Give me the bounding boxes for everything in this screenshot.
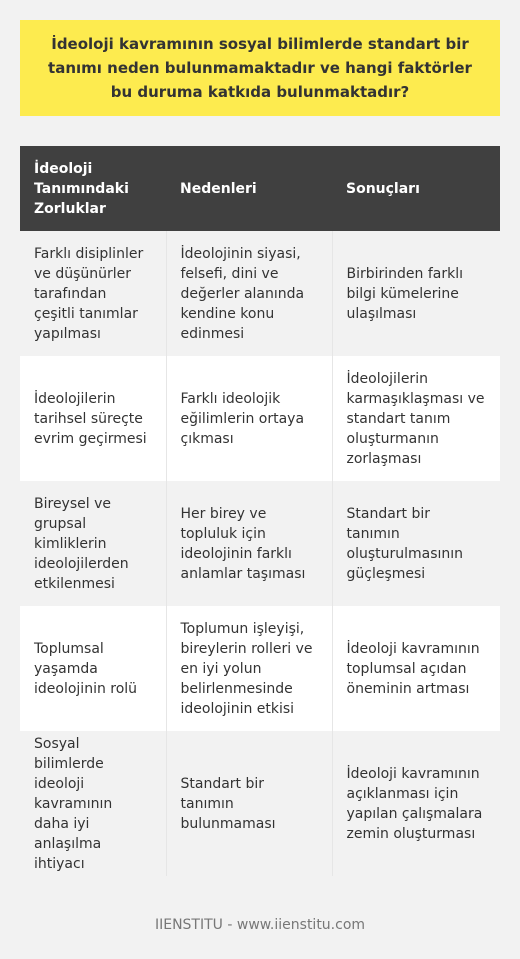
table-cell: İdeoloji kavramının açıklanması için yapılan çalışmalara zemin oluşturması	[332, 731, 500, 876]
table-cell: Toplumun işleyişi, bireylerin rolleri ve en iyi yolun belirlenmesinde ideolojinin etkisi	[166, 606, 332, 731]
table-cell: İdeoloji kavramının toplumsal açıdan öneminin artması	[332, 606, 500, 731]
table-cell: İdeolojinin siyasi, felsefi, dini ve değerler alanında kendine konu edinmesi	[166, 231, 332, 356]
table-cell: Her birey ve topluluk için ideolojinin farklı anlamlar taşıması	[166, 481, 332, 606]
table-cell: İdeolojilerin tarihsel süreçte evrim geçirmesi	[20, 356, 166, 481]
column-header-results: Sonuçları	[332, 146, 500, 231]
column-header-difficulties: İdeoloji Tanımındaki Zorluklar	[20, 146, 166, 231]
table-row	[20, 481, 500, 606]
table-cell: Farklı disiplinler ve düşünürler tarafından çeşitli tanımlar yapılması	[20, 231, 166, 356]
table-row	[20, 606, 500, 731]
table-cell: Birbirinden farklı bilgi kümelerine ulaşılması	[332, 231, 500, 356]
table-cell: Standart bir tanımın oluşturulmasının güçleşmesi	[332, 481, 500, 606]
table-header-row	[20, 146, 500, 231]
table-cell: Farklı ideolojik eğilimlerin ortaya çıkması	[166, 356, 332, 481]
table-row	[20, 231, 500, 356]
page-title: İdeoloji kavramının sosyal bilimlerde standart bir tanımı neden bulunmamaktadır ve hangi faktörler bu duruma katkıda bulunmaktadır?	[20, 20, 500, 116]
table-cell: İdeolojilerin karmaşıklaşması ve standart tanım oluşturmanın zorlaşması	[332, 356, 500, 481]
table-cell: Toplumsal yaşamda ideolojinin rolü	[20, 606, 166, 731]
table-row	[20, 356, 500, 481]
table-cell: Bireysel ve grupsal kimliklerin ideolojilerden etkilenmesi	[20, 481, 166, 606]
table-cell: Sosyal bilimlerde ideoloji kavramının daha iyi anlaşılma ihtiyacı	[20, 731, 166, 876]
table-row	[20, 731, 500, 876]
table-cell: Standart bir tanımın bulunmaması	[166, 731, 332, 876]
column-header-reasons: Nedenleri	[166, 146, 332, 231]
data-table	[20, 146, 500, 876]
footer-text: IIENSTITU - www.iienstitu.com	[154, 917, 366, 933]
